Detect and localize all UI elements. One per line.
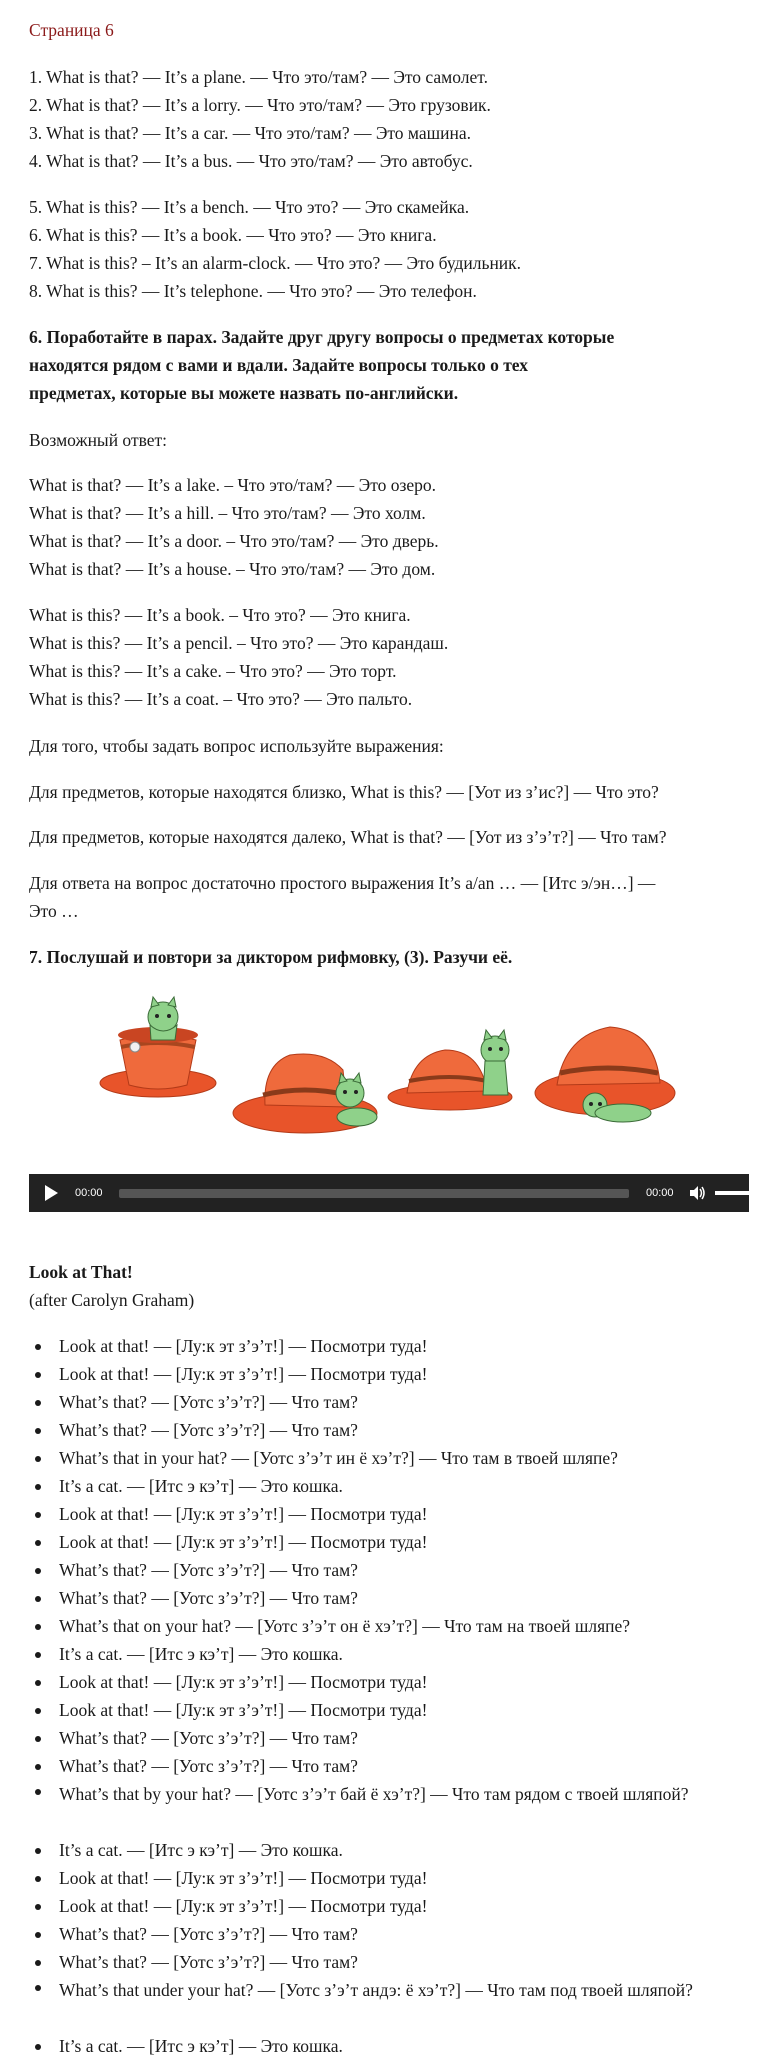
- task-7-heading: 7. Послушай и повтори за диктором рифмовку, (3). Разучи её.: [29, 947, 513, 967]
- example-line: What is that? — It’s a house. – Что это/там? — Это дом.: [29, 559, 436, 579]
- poem-line: Look at that! — [Лу:к эт з’э’т!] — Посмотри туда!: [59, 1364, 428, 1384]
- current-time: 00:00: [75, 1187, 103, 1199]
- poem-line: It’s a cat. — [Итс э кэ’т] — Это кошка.: [59, 1840, 343, 1860]
- volume-icon[interactable]: [688, 1184, 706, 1202]
- hat-with-cat-beside: [233, 1054, 377, 1133]
- poem-line: It’s a cat. — [Итс э кэ’т] — Это кошка.: [59, 1644, 343, 1664]
- poem-line: What’s that under your hat? — [Уотс з’э’т андэ: ё хэ’т?] — Что там под твоей шляпой?: [59, 1976, 699, 2004]
- task-6-line: 6. Поработайте в парах. Задайте друг другу вопросы о предметах которые: [29, 327, 615, 347]
- example-line: What is that? — It’s a hill. – Что это/там? — Это холм.: [29, 503, 426, 523]
- hat-with-cat-under: [535, 1027, 675, 1122]
- answer-line: 3. What is that? — It’s a car. — Что это/там? — Это машина.: [29, 123, 472, 143]
- task-6-line: предметах, которые вы можете назвать по-английски.: [29, 383, 459, 403]
- poem-line: Look at that! — [Лу:к эт з’э’т!] — Посмотри туда!: [59, 1336, 428, 1356]
- answer-line: 1. What is that? — It’s a plane. — Что это/там? — Это самолет.: [29, 67, 488, 87]
- answer-line: 4. What is that? — It’s a bus. — Что это/там? — Это автобус.: [29, 151, 473, 171]
- hat-with-cat-inside: [100, 997, 216, 1097]
- example-line: What is this? — It’s a book. – Что это? — Это книга.: [29, 605, 411, 625]
- page-label: Страница 6: [29, 20, 114, 40]
- hint-answer: Для ответа на вопрос достаточно простого выражения It’s a/an … — [Итс э/эн…] —: [29, 873, 656, 893]
- poem-line: What’s that? — [Уотс з’э’т?] — Что там?: [59, 1756, 358, 1776]
- answer-line: 8. What is this? — It’s telephone. — Что это? — Это телефон.: [29, 281, 477, 301]
- poem-line: Look at that! — [Лу:к эт з’э’т!] — Посмотри туда!: [59, 1700, 428, 1720]
- poem-line: What’s that? — [Уотс з’э’т?] — Что там?: [59, 1728, 358, 1748]
- poem-line: What’s that? — [Уотс з’э’т?] — Что там?: [59, 1420, 358, 1440]
- example-line: What is this? — It’s a coat. – Что это? — Это пальто.: [29, 689, 413, 709]
- example-line: What is that? — It’s a lake. – Что это/там? — Это озеро.: [29, 475, 437, 495]
- audio-player: [29, 1174, 749, 1212]
- poem-line: What’s that? — [Уотс з’э’т?] — Что там?: [59, 1952, 358, 1972]
- play-icon[interactable]: [45, 1185, 58, 1201]
- hint-answer: Это …: [29, 901, 79, 921]
- poem-line: What’s that? — [Уотс з’э’т?] — Что там?: [59, 1392, 358, 1412]
- task-6-line: находятся рядом с вами и вдали. Задайте вопросы только о тех: [29, 355, 528, 375]
- example-line: What is that? — It’s a door. – Что это/там? — Это дверь.: [29, 531, 439, 551]
- poem-title: Look at That!: [29, 1262, 133, 1282]
- poem-line: Look at that! — [Лу:к эт з’э’т!] — Посмотри туда!: [59, 1896, 428, 1916]
- poem-line: What’s that by your hat? — [Уотс з’э’т бай ё хэ’т?] — Что там рядом с твоей шляпой?: [59, 1780, 699, 1808]
- seek-bar[interactable]: [119, 1189, 629, 1198]
- poem-author: (after Carolyn Graham): [29, 1290, 195, 1310]
- hat-with-cat-on-top: [388, 1030, 512, 1110]
- poem-line: Look at that! — [Лу:к эт з’э’т!] — Посмотри туда!: [59, 1672, 428, 1692]
- hint-near: Для предметов, которые находятся близко, What is this? — [Уот из з’ис?] — Что это?: [29, 782, 659, 802]
- hint-intro: Для того, чтобы задать вопрос используйте выражения:: [29, 736, 444, 756]
- poem-line: What’s that? — [Уотс з’э’т?] — Что там?: [59, 1588, 358, 1608]
- poem-line: It’s a cat. — [Итс э кэ’т] — Это кошка.: [59, 2036, 343, 2056]
- answer-line: 5. What is this? — It’s a bench. — Что это? — Это скамейка.: [29, 197, 470, 217]
- hats-and-cats-illustration: [95, 995, 685, 1145]
- duration-time: 00:00: [646, 1187, 674, 1199]
- poem-line: What’s that? — [Уотс з’э’т?] — Что там?: [59, 1560, 358, 1580]
- possible-answer-label: Возможный ответ:: [29, 430, 168, 450]
- answer-line: 7. What is this? – It’s an alarm-clock. — Что это? — Это будильник.: [29, 253, 522, 273]
- example-line: What is this? — It’s a cake. – Что это? — Это торт.: [29, 661, 397, 681]
- volume-slider[interactable]: [715, 1191, 763, 1195]
- poem-line: Look at that! — [Лу:к эт з’э’т!] — Посмотри туда!: [59, 1504, 428, 1524]
- poem-line: Look at that! — [Лу:к эт з’э’т!] — Посмотри туда!: [59, 1532, 428, 1552]
- answer-line: 2. What is that? — It’s a lorry. — Что это/там? — Это грузовик.: [29, 95, 491, 115]
- poem-line: What’s that on your hat? — [Уотс з’э’т он ё хэ’т?] — Что там на твоей шляпе?: [59, 1616, 631, 1636]
- hint-far: Для предметов, которые находятся далеко, What is that? — [Уот из з’э’т?] — Что там?: [29, 827, 667, 847]
- example-line: What is this? — It’s a pencil. – Что это? — Это карандаш.: [29, 633, 449, 653]
- poem-line: What’s that in your hat? — [Уотс з’э’т ин ё хэ’т?] — Что там в твоей шляпе?: [59, 1448, 618, 1468]
- poem-line: Look at that! — [Лу:к эт з’э’т!] — Посмотри туда!: [59, 1868, 428, 1888]
- answer-line: 6. What is this? — It’s a book. — Что это? — Это книга.: [29, 225, 437, 245]
- poem-line: It’s a cat. — [Итс э кэ’т] — Это кошка.: [59, 1476, 343, 1496]
- poem-line: What’s that? — [Уотс з’э’т?] — Что там?: [59, 1924, 358, 1944]
